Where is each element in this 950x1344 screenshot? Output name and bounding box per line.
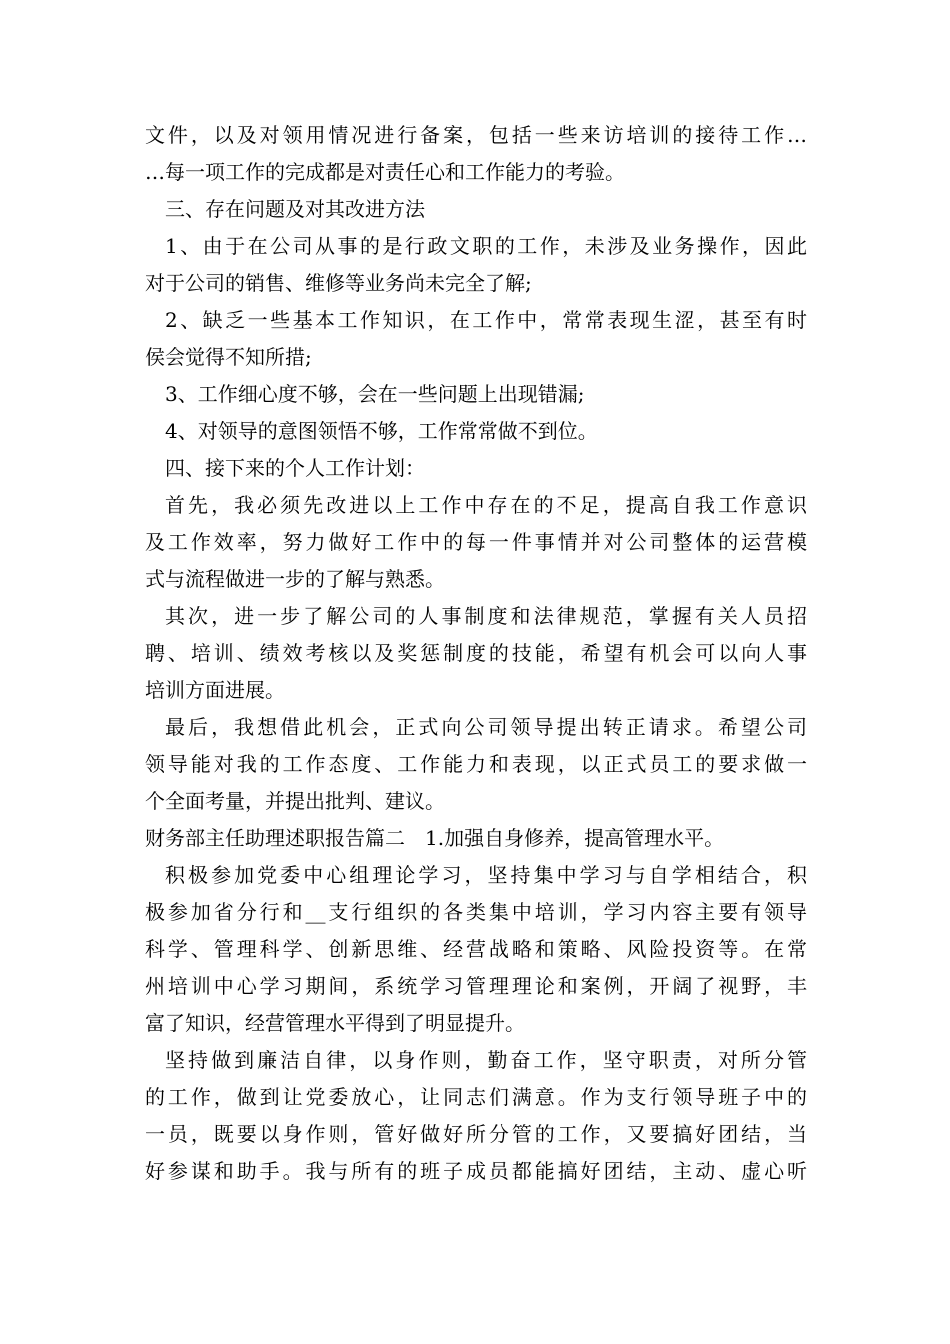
text-line: 的工作，做到让党委放心，让同志们满意。作为支行领导班子中的 bbox=[145, 1085, 807, 1109]
text-line: 侯会觉得不知所措; bbox=[145, 345, 312, 369]
text-line: 其次，进一步了解公司的人事制度和法律规范，掌握有关人员招 bbox=[165, 604, 807, 628]
text-line: 一员，既要以身作则，管好做好所分管的工作，又要搞好团结，当 bbox=[145, 1122, 807, 1146]
text-line: 坚持做到廉洁自律，以身作则，勤奋工作，坚守职责，对所分管 bbox=[165, 1048, 807, 1072]
text-line: 领导能对我的工作态度、工作能力和表现，以正式员工的要求做一 bbox=[145, 752, 807, 776]
text-line: 首先，我必须先改进以上工作中存在的不足，提高自我工作意识 bbox=[165, 493, 807, 517]
text-line: 州培训中心学习期间，系统学习管理理论和案例，开阔了视野，丰 bbox=[145, 974, 807, 998]
text-line: 富了知识，经营管理水平得到了明显提升。 bbox=[145, 1011, 525, 1035]
text-line: 培训方面进展。 bbox=[145, 678, 285, 702]
text-line: 极参加省分行和__支行组织的各类集中培训，学习内容主要有领导 bbox=[145, 900, 807, 924]
text-line: 对于公司的销售、维修等业务尚未完全了解; bbox=[145, 271, 532, 295]
text-line: 3、工作细心度不够，会在一些问题上出现错漏; bbox=[165, 382, 585, 406]
text-line: 1、由于在公司从事的是行政文职的工作，未涉及业务操作，因此 bbox=[165, 234, 807, 258]
text-line: 好参谋和助手。我与所有的班子成员都能搞好团结，主动、虚心听 bbox=[145, 1159, 807, 1183]
text-line: 2、缺乏一些基本工作知识，在工作中，常常表现生涩，甚至有时 bbox=[165, 308, 807, 332]
text-line: 积极参加党委中心组理论学习，坚持集中学习与自学相结合，积 bbox=[165, 863, 807, 887]
section-heading: 四、接下来的个人工作计划： bbox=[165, 456, 425, 480]
report-title-line: 财务部主任助理述职报告篇二 1.加强自身修养，提高管理水平。 bbox=[145, 826, 725, 850]
text-line: 式与流程做进一步的了解与熟悉。 bbox=[145, 567, 445, 591]
text-line: 个全面考量，并提出批判、建议。 bbox=[145, 789, 445, 813]
text-line: 4、对领导的意图领悟不够，工作常常做不到位。 bbox=[165, 419, 598, 443]
section-heading: 三、存在问题及对其改进方法 bbox=[165, 197, 425, 221]
document-page bbox=[145, 117, 807, 1190]
text-line: 文件，以及对领用情况进行备案，包括一些来访培训的接待工作… bbox=[145, 123, 807, 147]
text-line: 科学、管理科学、创新思维、经营战略和策略、风险投资等。在常 bbox=[145, 937, 807, 961]
text-line: 最后，我想借此机会，正式向公司领导提出转正请求。希望公司 bbox=[165, 715, 807, 739]
text-line: 聘、培训、绩效考核以及奖惩制度的技能，希望有机会可以向人事 bbox=[145, 641, 807, 665]
text-line: …每一项工作的完成都是对责任心和工作能力的考验。 bbox=[145, 160, 625, 184]
text-line: 及工作效率，努力做好工作中的每一件事情并对公司整体的运营模 bbox=[145, 530, 807, 554]
